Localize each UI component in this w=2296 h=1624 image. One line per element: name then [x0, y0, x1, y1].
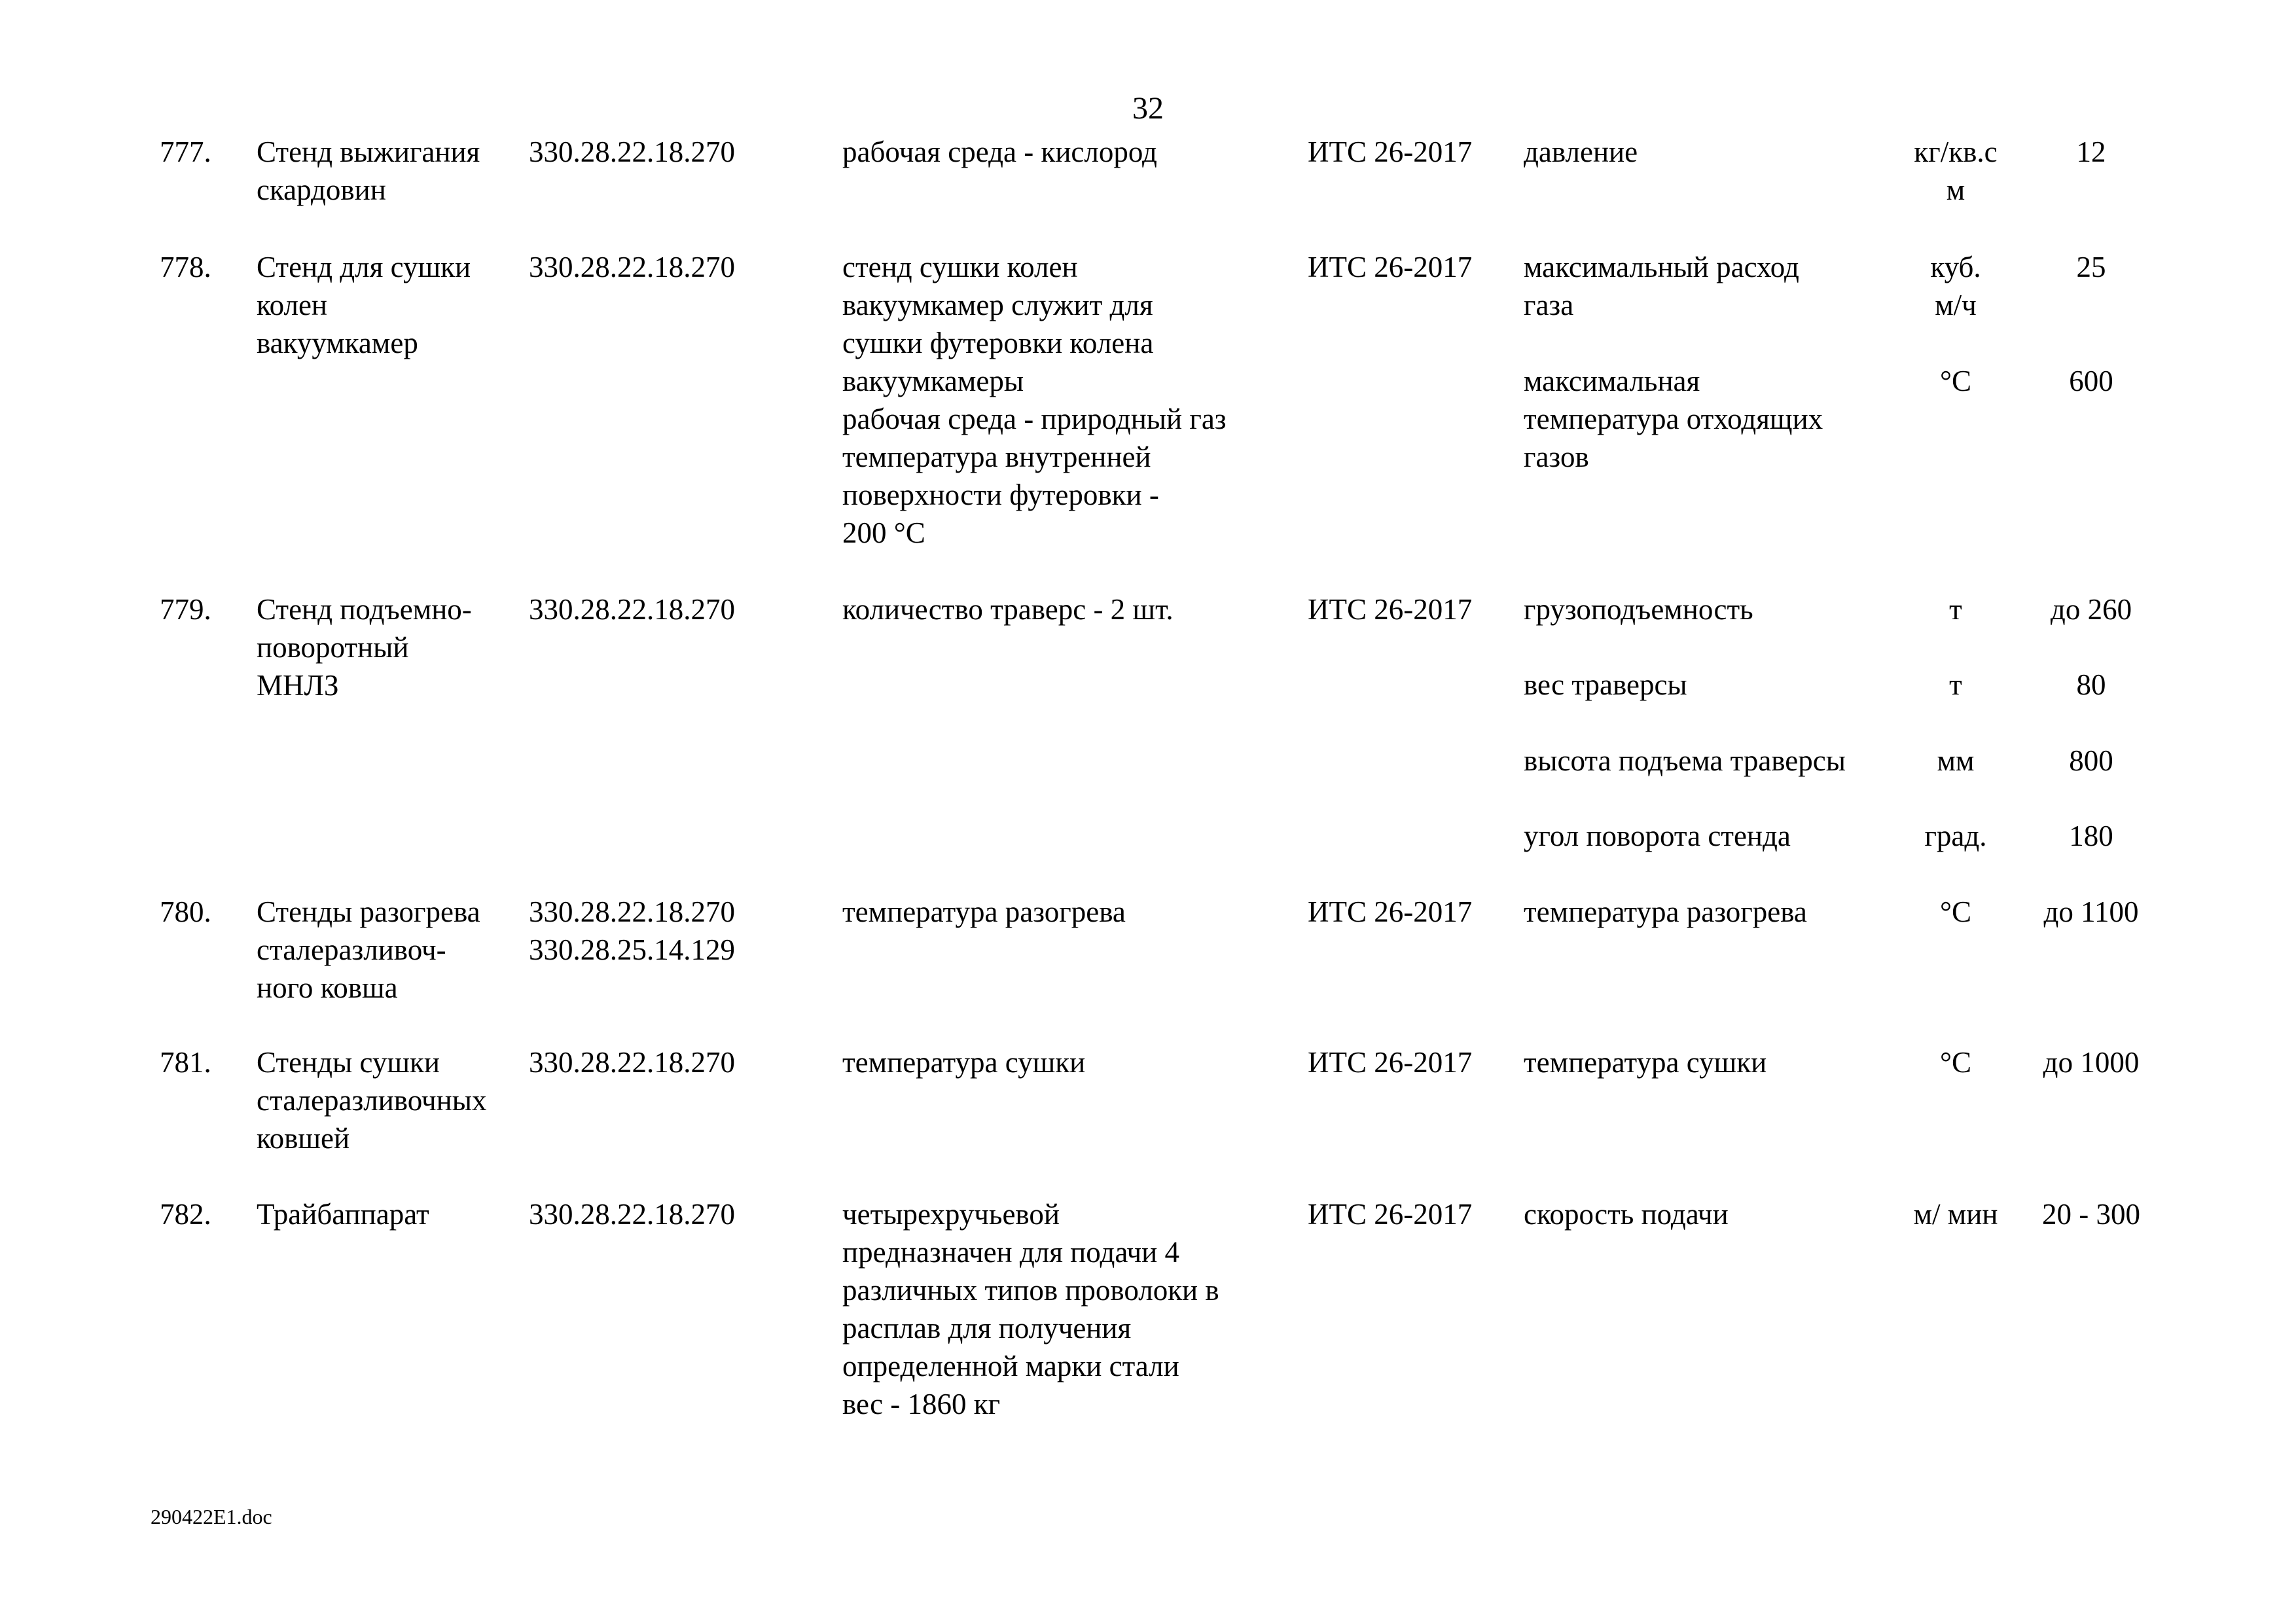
parameter-value: до 260	[2050, 593, 2132, 626]
parameter-value: 600	[2069, 365, 2113, 397]
standard-reference: ИТС 26-2017	[1308, 1198, 1473, 1231]
parameter-value: 25	[2076, 251, 2106, 283]
parameter-name: скорость подачи	[1524, 1198, 1729, 1231]
equipment-name: Трайбаппарат	[257, 1198, 429, 1231]
equipment-description: температура сушки	[842, 1046, 1086, 1079]
row-number: 781.	[160, 1046, 211, 1079]
parameter-name: максимальный расход газа	[1524, 251, 1799, 321]
document-filename: 290422E1.doc	[151, 1505, 272, 1528]
parameter-name: температура сушки	[1524, 1046, 1767, 1079]
parameter-value: 800	[2069, 744, 2113, 777]
okpd-code: 330.28.22.18.270	[529, 1046, 735, 1079]
parameter-unit: т	[1949, 593, 1962, 626]
parameter-unit: кг/кв.с м	[1914, 135, 1998, 206]
equipment-name: Стенды сушки сталеразливочных ковшей	[257, 1046, 487, 1155]
row-number: 782.	[160, 1198, 211, 1231]
parameter-unit: °С	[1939, 1046, 1971, 1079]
parameter-unit: м/ мин	[1913, 1198, 1998, 1231]
row-number: 778.	[160, 251, 211, 283]
equipment-name: Стенд выжигания скардовин	[257, 135, 480, 206]
parameter-value: 20 - 300	[2042, 1198, 2140, 1231]
parameter-name: высота подъема траверсы	[1524, 744, 1846, 777]
row-number: 780.	[160, 895, 211, 928]
parameter-value: 180	[2069, 820, 2113, 852]
okpd-code: 330.28.22.18.270	[529, 135, 735, 168]
equipment-description: температура разогрева	[842, 895, 1126, 928]
parameter-unit: т	[1949, 668, 1962, 701]
parameter-name: максимальная температура отходящих газов	[1524, 365, 1823, 473]
okpd-code: 330.28.22.18.270 330.28.25.14.129	[529, 895, 735, 966]
parameter-value: до 1000	[2043, 1046, 2140, 1079]
equipment-name: Стенды разогрева сталеразливоч- ного ковша	[257, 895, 480, 1004]
parameter-name: грузоподъемность	[1524, 593, 1753, 626]
equipment-name: Стенд для сушки колен вакуумкамер	[257, 251, 471, 359]
page-number: 32	[1132, 91, 1164, 126]
okpd-code: 330.28.22.18.270	[529, 1198, 735, 1231]
parameter-unit: мм	[1937, 744, 1975, 777]
equipment-description: рабочая среда - кислород	[842, 135, 1157, 168]
parameter-value: 80	[2076, 668, 2106, 701]
parameter-name: температура разогрева	[1524, 895, 1807, 928]
standard-reference: ИТС 26-2017	[1308, 593, 1473, 626]
parameter-value: до 1100	[2043, 895, 2139, 928]
row-number: 779.	[160, 593, 211, 626]
parameter-name: вес траверсы	[1524, 668, 1687, 701]
equipment-description: четырехручьевой предназначен для подачи 4 различных типов проволоки в расплав для получения определенной марки стали вес - 1860 кг	[842, 1198, 1219, 1420]
parameter-unit: °С	[1939, 895, 1971, 928]
standard-reference: ИТС 26-2017	[1308, 251, 1473, 283]
parameter-unit: °С	[1939, 365, 1971, 397]
parameter-name: угол поворота стенда	[1524, 820, 1791, 852]
parameter-value: 12	[2076, 135, 2106, 168]
equipment-name: Стенд подъемно- поворотный МНЛЗ	[257, 593, 472, 702]
row-number: 777.	[160, 135, 211, 168]
parameter-unit: куб. м/ч	[1930, 251, 1981, 321]
okpd-code: 330.28.22.18.270	[529, 251, 735, 283]
equipment-description: стенд сушки колен вакуумкамер служит для сушки футеровки колена вакуумкамеры рабочая среда - природный газ температура внутренней поверхности футеровки - 200 °С	[842, 251, 1227, 549]
standard-reference: ИТС 26-2017	[1308, 135, 1473, 168]
okpd-code: 330.28.22.18.270	[529, 593, 735, 626]
standard-reference: ИТС 26-2017	[1308, 895, 1473, 928]
standard-reference: ИТС 26-2017	[1308, 1046, 1473, 1079]
equipment-description: количество траверс - 2 шт.	[842, 593, 1174, 626]
parameter-unit: град.	[1924, 820, 1987, 852]
parameter-name: давление	[1524, 135, 1638, 168]
